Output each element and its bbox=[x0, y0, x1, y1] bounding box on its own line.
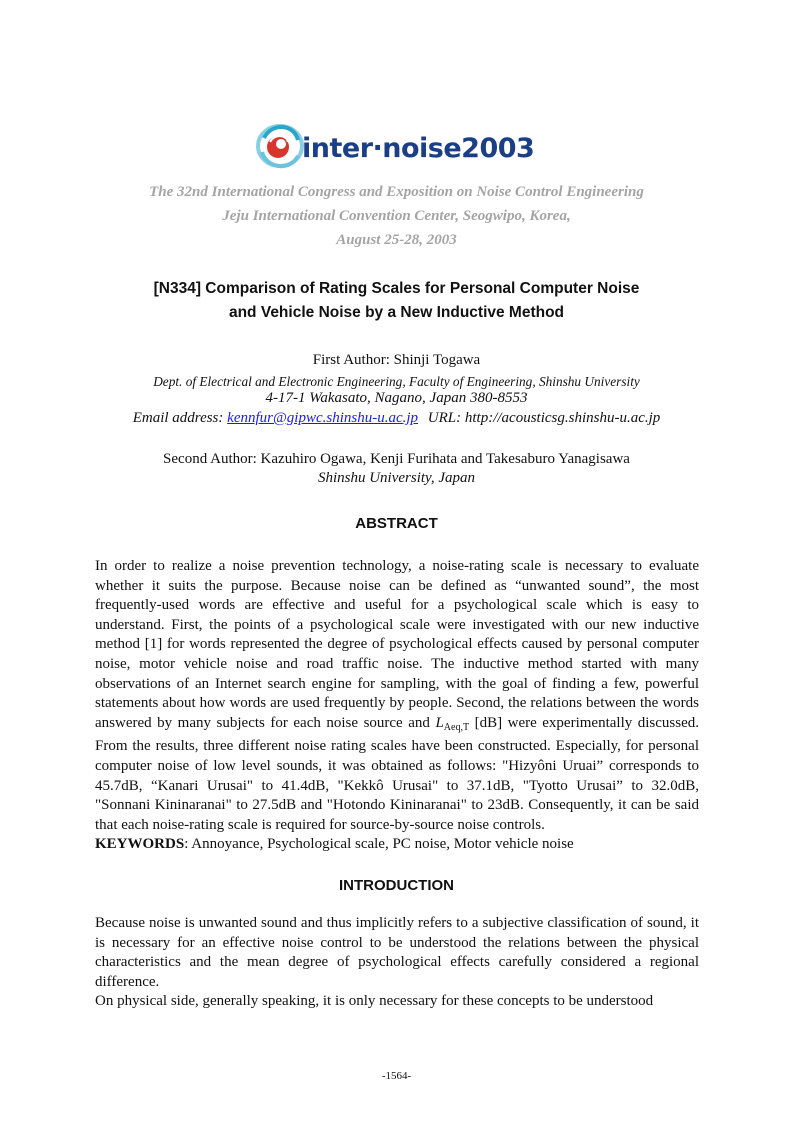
abstract-text-part-2: [dB] were experimentally discussed. From the results, three different noise rating scales have been constructed. Especially, for personal computer noise of low level sounds, it was obtained as follows: "Hizyôni Uruai” corresponds to 45.7dB, “Kanari Urusai" to 41.4dB, "Kekkô Urusai" to 37.1dB, "Tyotto Urusai” to 32.0dB, "Sonnani Kininaranai" to 27.5dB and "Hotondo Kininaranai" to 23dB. Consequently, it can be said that each noise-rating scale is required for source-by-source noise controls. bbox=[95, 714, 700, 833]
first-author-address: 4-17-1 Wakasato, Nagano, Japan 380-8553 bbox=[265, 390, 528, 406]
laeq-symbol-subscript: Aeq,T bbox=[443, 721, 470, 733]
url-label: URL: bbox=[427, 410, 462, 426]
keywords-label: KEYWORDS bbox=[95, 836, 185, 853]
logo-text: inter·noise2003 bbox=[302, 133, 535, 164]
first-author: First Author: Shinji Togawa bbox=[312, 352, 481, 368]
page-number: -1564- bbox=[381, 1070, 412, 1082]
second-author-affiliation: Shinshu University, Japan bbox=[317, 470, 476, 486]
first-author-affiliation: Dept. of Electrical and Electronic Engineering, Faculty of Engineering, Shinshu University bbox=[153, 374, 640, 389]
introduction-heading: INTRODUCTION bbox=[339, 877, 454, 894]
abstract-paragraph bbox=[95, 557, 699, 835]
conference-dates: August 25-28, 2003 bbox=[336, 232, 457, 248]
conference-venue: Jeju International Convention Center, Seogwipo, Korea, bbox=[222, 208, 571, 224]
keywords-text: : Annoyance, Psychological scale, PC noise, Motor vehicle noise bbox=[184, 836, 574, 853]
laeq-symbol-letter: L bbox=[435, 714, 444, 731]
second-author: Second Author: Kazuhiro Ogawa, Kenji Furihata and Takesaburo Yanagisawa bbox=[163, 451, 630, 467]
paper-title-line-1: [N334] Comparison of Rating Scales for Personal Computer Noise bbox=[153, 280, 640, 297]
email-label: Email address: bbox=[132, 410, 224, 426]
introduction-paragraph-2: On physical side, generally speaking, it is only necessary for these concepts to be understood bbox=[95, 993, 654, 1010]
keywords-line bbox=[95, 835, 699, 855]
conference-name: The 32nd International Congress and Exposition on Noise Control Engineering bbox=[149, 184, 644, 200]
introduction-body bbox=[95, 914, 699, 1012]
url-text: http://acousticsg.shinshu-u.ac.jp bbox=[464, 410, 661, 426]
abstract-text-part-1: In order to realize a noise prevention technology, a noise-rating scale is necessary to evaluate whether it suits the purpose. Because noise can be defined as “unwanted sound”, the most frequently-used words are effective and useful for a psychological scale which is easy to understand. First, the points of a psychological scale were investigated with our new inductive method [1] for words represented the degree of psychological effects caused by personal computer noise, motor vehicle noise and road traffic noise. The inductive method started with many observations of an Internet search engine for sampling, with the goal of finding a few, powerful statements about how words are used frequently by people. Second, the relations between the words answered by many subjects for each noise source and bbox=[95, 558, 699, 731]
abstract-heading: ABSTRACT bbox=[355, 515, 438, 532]
conference-logo bbox=[254, 116, 544, 178]
paper-title-line-2: and Vehicle Noise by a New Inductive Method bbox=[228, 304, 565, 321]
abstract-body bbox=[95, 557, 699, 855]
laeq-symbol bbox=[435, 715, 469, 731]
email-link[interactable]: kennfur@gipwc.shinshu-u.ac.jp bbox=[227, 410, 419, 426]
first-author-contact bbox=[0, 410, 793, 427]
introduction-paragraph-1: Because noise is unwanted sound and thus implicitly refers to a subjective classification of sound, it is necessary for an effective noise control to be understood the relations between the physical characteristics and the mean degree of psychological effects carefully considered a regional difference. bbox=[95, 915, 699, 990]
